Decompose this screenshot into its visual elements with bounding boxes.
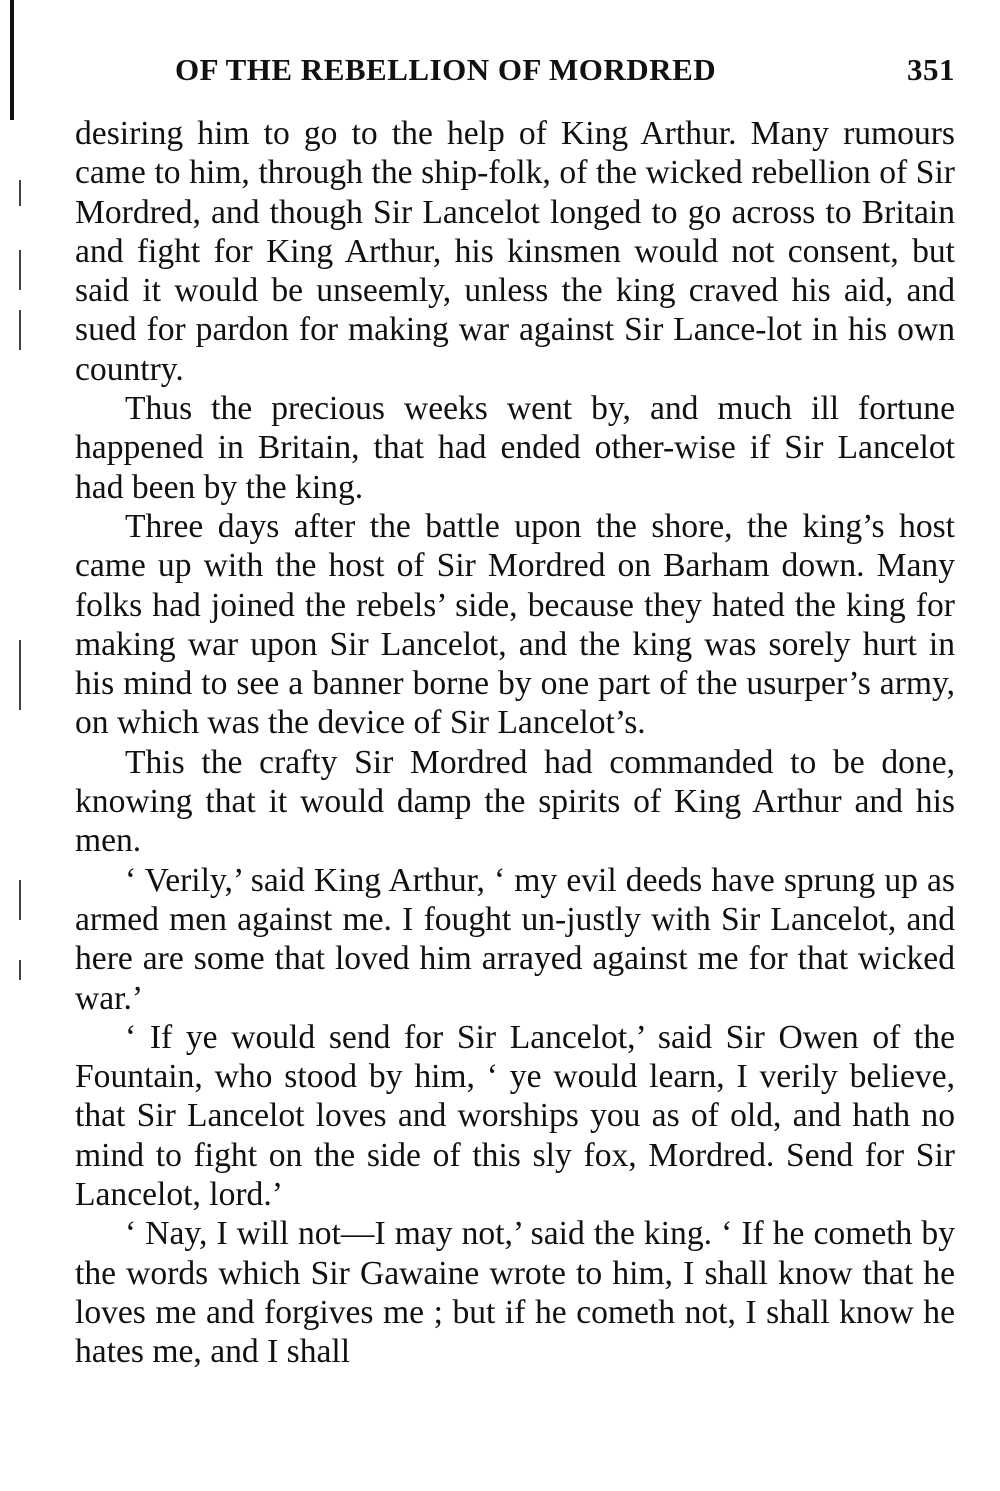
page-number: 351 [907,52,955,87]
gutter-mark [19,640,21,710]
paragraph: Three days after the battle upon the shore, the king’s host came up with the host of Sir Mordred on Barham down. Many folks had joined the rebels’ side, because they hated the king for making war upon Sir Lancelot, and the king was sorely hurt in his mind to see a banner borne by one part of the usurper’s army, on which was the device of Sir Lancelot’s. [75,507,955,742]
body-text [75,114,955,1372]
running-header [75,52,955,104]
paragraph: desiring him to go to the help of King Arthur. Many rumours came to him, through the ship-folk, of the wicked rebellion of Sir Mordred, and though Sir Lancelot longed to go across to Britain and fight for King Arthur, his kinsmen would not consent, but said it would be unseemly, unless the king craved his aid, and sued for pardon for making war against Sir Lance-lot in his own country. [75,115,955,388]
paragraph: ‘ Verily,’ said King Arthur, ‘ my evil deeds have sprung up as armed men against me. I fought un-justly with Sir Lancelot, and here are some that loved him arrayed against me for that wicked war.’ [75,861,955,1017]
paragraph: This the crafty Sir Mordred had commanded to be done, knowing that it would damp the spirits of King Arthur and his men. [75,743,955,860]
binding-edge-rule [10,0,14,120]
gutter-mark [19,310,21,350]
paragraph: ‘ Nay, I will not—I may not,’ said the king. ‘ If he cometh by the words which Sir Gawaine wrote to him, I shall know that he loves me and forgives me ; but if he cometh not, I shall know he hates me, and I shall [75,1215,955,1371]
gutter-mark [19,960,21,980]
paragraph: ‘ If ye would send for Sir Lancelot,’ said Sir Owen of the Fountain, who stood by him, ‘ ye would learn, I verily believe, that Sir Lancelot loves and worships you as of old, and hath no mind to fight on the side of this sly fox, Mordred. Send for Sir Lancelot, lord.’ [75,1018,955,1214]
paragraph: Thus the precious weeks went by, and much ill fortune happened in Britain, that had ended other-wise if Sir Lancelot had been by the king. [75,390,955,506]
gutter-mark [19,180,21,206]
gutter-mark [19,250,21,290]
book-page [75,52,955,1372]
gutter-mark [19,880,21,920]
chapter-title: OF THE REBELLION OF MORDRED [175,52,717,87]
